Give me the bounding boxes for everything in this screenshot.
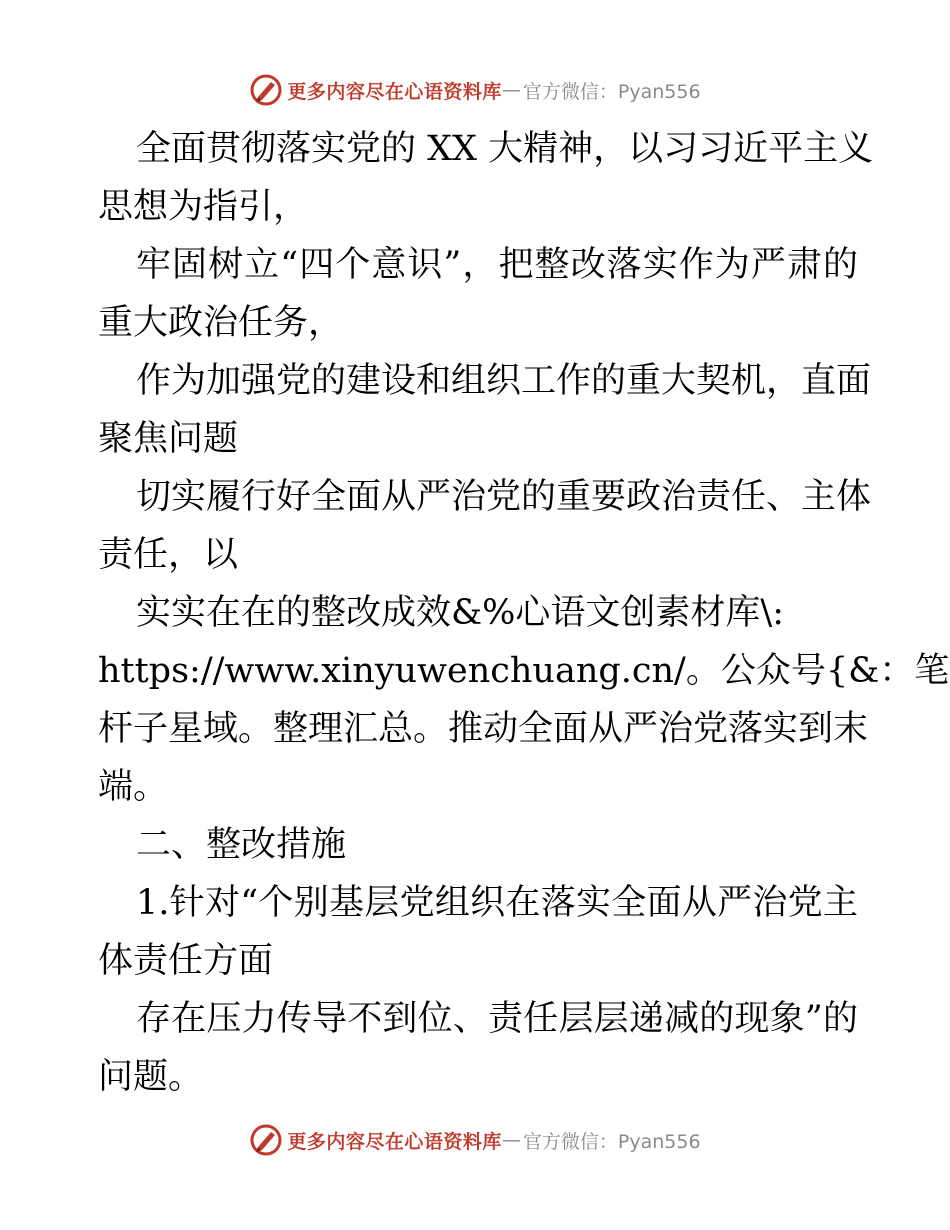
header-wechat: 官方微信：Pyan556 [522,80,701,103]
body-line: 切实履行好全面从严治党的重要政治责任、主体 [136,477,872,517]
body-line: 存在压力传导不到位、责任层层递减的现象”的 [136,999,858,1039]
body-line: 全面贯彻落实党的 XX 大精神，以习习近平主义 [136,129,874,169]
pen-logo-icon [249,73,283,107]
body-line: 端。 [98,767,169,807]
section-heading: 二、整改措施 [136,825,347,865]
footer-text: 更多内容尽在心语资料库 [287,1130,502,1153]
footer-wechat: 官方微信：Pyan556 [522,1130,701,1153]
body-line: 杆子星域。整理汇总。推动全面从严治党落实到末 [98,709,869,749]
body-line: 思想为指引， [98,187,309,227]
header-separator: — [501,79,521,101]
body-line: 实实在在的整改成效&%心语文创素材库\: [136,593,784,633]
body-line: 1.针对“个别基层党组织在落实全面从严治党主 [136,883,858,923]
body-line: 责任，以 [98,535,239,575]
header-text: 更多内容尽在心语资料库 [287,80,502,103]
body-line: 聚焦问题 [98,419,239,459]
footer-separator: — [501,1129,521,1151]
header-banner [0,70,950,110]
footer-banner [0,1120,950,1160]
body-line-url: https://www.xinyuwenchuang.cn/。公众号{&：笔 [98,651,950,691]
body-line: 问题。 [98,1057,204,1097]
body-text [98,120,950,1106]
body-line: 重大政治任务， [98,303,344,343]
pen-logo-icon [249,1123,283,1157]
body-line: 体责任方面 [98,941,274,981]
body-line: 牢固树立“四个意识”，把整改落实作为严肃的 [136,245,858,285]
body-line: 作为加强党的建设和组织工作的重大契机，直面 [136,361,872,401]
